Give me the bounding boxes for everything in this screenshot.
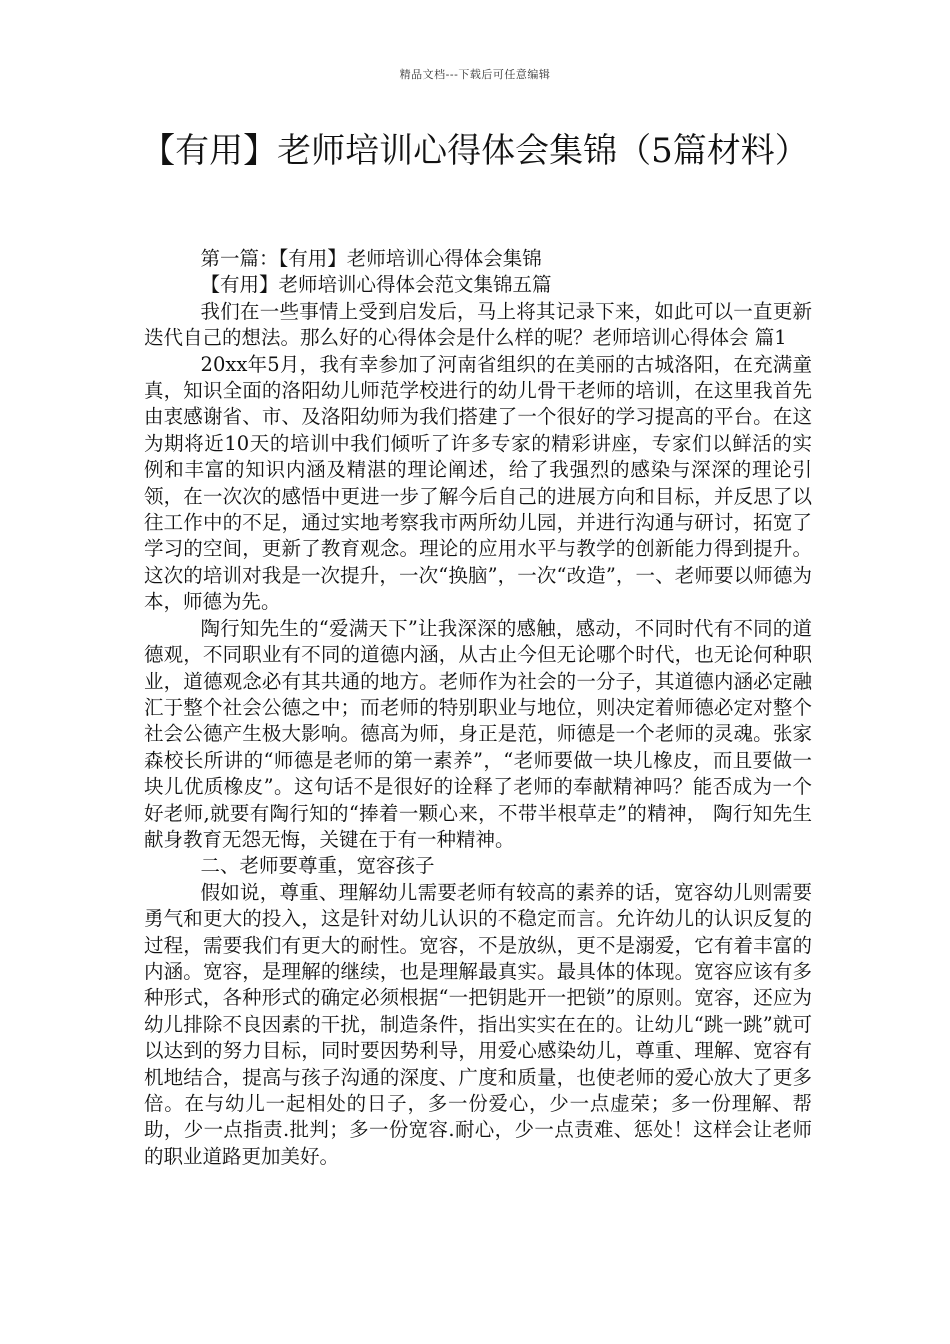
paragraph-3: 我们在一些事情上受到启发后，马上将其记录下来，如此可以一直更新迭代自己的想法。那么好的心得体会是什么样的呢？老师培训心得体会 篇1 — [144, 299, 812, 350]
paragraph-1: 第一篇：【有用】老师培训心得体会集锦 — [200, 247, 542, 270]
paragraph-4: 20xx年5月，我有幸参加了河南省组织的在美丽的古城洛阳，在充满童真，知识全面的洛阳幼儿师范学校进行的幼儿骨干老师的培训，在这里我首先由衷感谢省、市、及洛阳幼师为我们搭建了一个很好的学习提高的平台。在这为期将近10天的培训中我们倾听了许多专家的精彩讲座，专家们以鲜活的实例和丰富的知识内涵及精湛的理论阐述，给了我强烈的感染与深深的理论引领，在一次次的感悟中更进一步了解今后自己的进展方向和目标，并反思了以往工作中的不足，通过实地考察我市两所幼儿园，并进行沟通与研讨，拓宽了学习的空间，更新了教育观念。理论的应用水平与教学的创新能力得到提升。这次的培训对我是一次提升，一次“换脑”，一次“改造”，一、老师要以师德为本，师德为先。 — [144, 352, 812, 614]
document-title: 【有用】老师培训心得体会集锦（5篇材料） — [141, 131, 809, 171]
paragraph-5: 陶行知先生的“爱满天下”让我深深的感触，感动，不同时代有不同的道德观，不同职业有不同的道德内涵，从古止今但无论哪个时代，也无论何种职业，道德观念必有其共通的地方。老师作为社会的一分子，其道德内涵必定融汇于整个社会公德之中；而老师的特别职业与地位，则决定着师德必定对整个社会公德产生极大影响。德高为师，身正是范，师德是一个老师的灵魂。张家森校长所讲的“师德是老师的第一素养”，“老师要做一块儿橡皮，而且要做一块儿优质橡皮”。这句话不是很好的诠释了老师的奉献精神吗？能否成为一个好老师,就要有陶行知的“捧着一颗心来，不带半根草走”的精神， 陶行知先生献身教育无怨无悔，关键在于有一种精神。 — [144, 616, 812, 851]
document-body — [144, 246, 812, 1170]
paragraph-7: 假如说，尊重、理解幼儿需要老师有较高的素养的话，宽容幼儿则需要勇气和更大的投入，这是针对幼儿认识的不稳定而言。允许幼儿的认识反复的过程，需要我们有更大的耐性。宽容，不是放纵，更不是溺爱，它有着丰富的内涵。宽容，是理解的继续，也是理解最真实。最具体的体现。宽容应该有多种形式，各种形式的确定必须根据“一把钥匙开一把锁”的原则。宽容，还应为幼儿排除不良因素的干扰，制造条件，指出实实在在的。让幼儿“跳一跳”就可以达到的努力目标，同时要因势利导，用爱心感染幼儿，尊重、理解、宽容有机地结合，提高与孩子沟通的深度、广度和质量，也使老师的爱心放大了更多倍。在与幼儿一起相处的日子，多一份爱心，少一点虚荣；多一份理解、帮助，少一点指责.批判；多一份宽容.耐心，少一点责难、惩处！这样会让老师的职业道路更加美好。 — [144, 880, 812, 1168]
page-header: 精品文档---下载后可任意编辑 — [399, 68, 551, 81]
paragraph-2: 【有用】老师培训心得体会范文集锦五篇 — [200, 273, 552, 297]
section-heading-2: 二、老师要尊重，宽容孩子 — [200, 854, 435, 878]
